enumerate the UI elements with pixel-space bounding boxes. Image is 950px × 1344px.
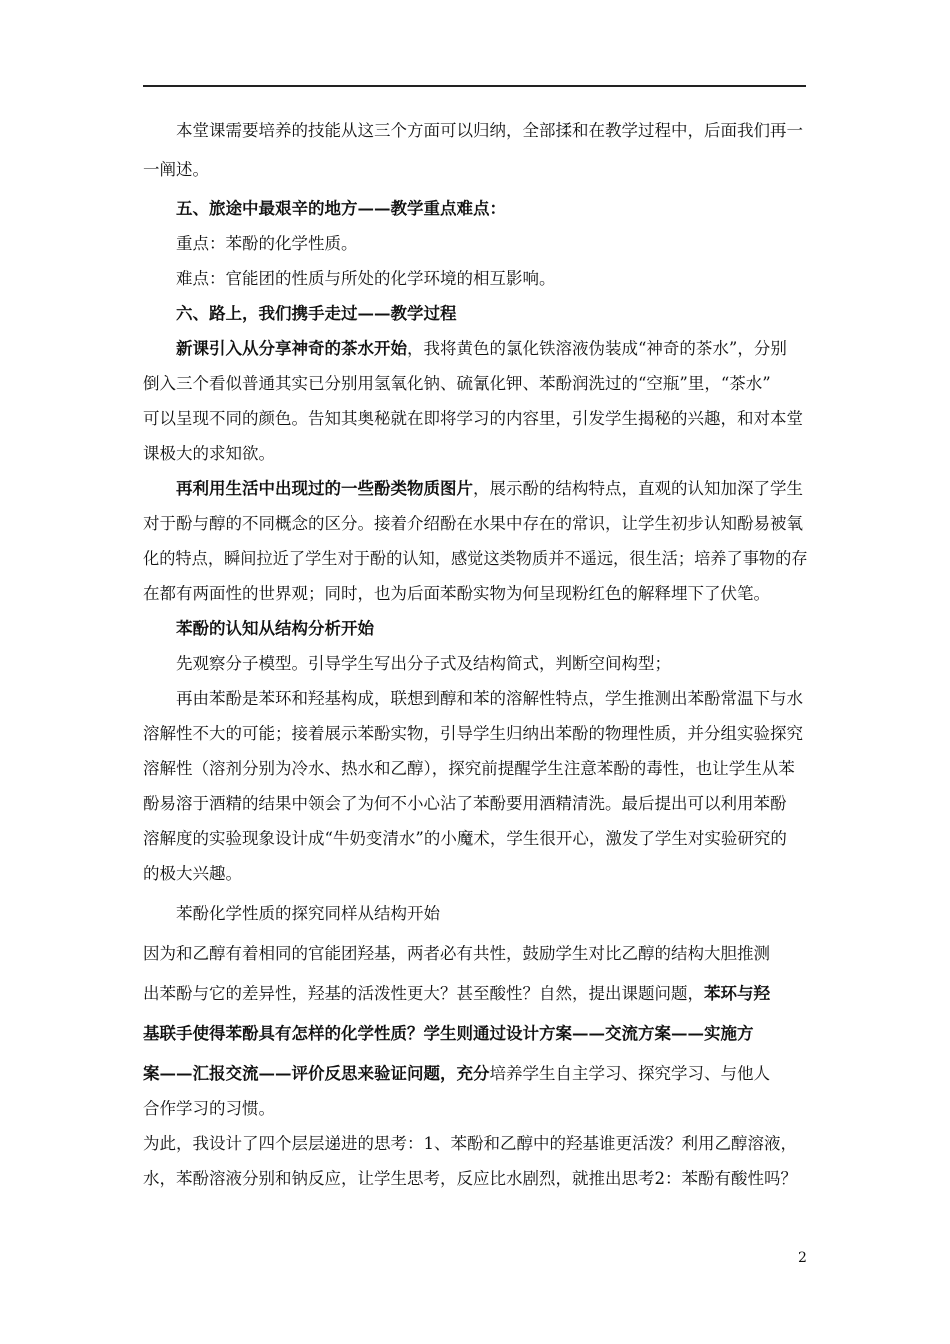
body-text: ，展示酚的结构特点，直观的认知加深了学生 <box>473 479 803 498</box>
body-text: 可以呈现不同的颜色。告知其奥秘就在即将学习的内容里，引发学生揭秘的兴趣，和对本堂 <box>143 409 803 428</box>
body-text: 重点：苯酚的化学性质。 <box>176 234 358 253</box>
text-line <box>176 269 556 289</box>
text-line <box>143 160 209 180</box>
text-line <box>143 984 770 1004</box>
text-line <box>143 1099 275 1119</box>
body-text: 再由苯酚是苯环和羟基构成，联想到醇和苯的溶解性特点，学生推测出苯酚常温下与水 <box>176 689 803 708</box>
text-line <box>143 374 771 394</box>
bold-text: 五、旅途中最艰辛的地方——教学重点难点： <box>176 199 506 218</box>
body-text: 溶解性不大的可能；接着展示苯酚实物，引导学生归纳出苯酚的物理性质，并分组实验探究 <box>143 724 803 743</box>
text-line <box>176 904 440 924</box>
text-line <box>176 689 803 709</box>
body-text: 水，苯酚溶液分别和钠反应，让学生思考，反应比水剧烈，就推出思考2：苯酚有酸性吗？ <box>143 1169 797 1188</box>
bold-text: 案——汇报交流——评价反思来验证问题，充分 <box>143 1064 490 1083</box>
body-text: 倒入三个看似普通其实已分别用氢氧化钠、硫氰化钾、苯酚润洗过的“空瓶”里，“茶水” <box>143 374 771 393</box>
text-line <box>143 944 770 964</box>
body-text: 课极大的求知欲。 <box>143 444 275 463</box>
bold-text: 六、路上，我们携手走过——教学过程 <box>176 304 457 323</box>
text-line <box>143 584 770 604</box>
bold-text: 基联手使得苯酚具有怎样的化学性质？学生则通过设计方案——交流方案——实施方 <box>143 1024 754 1043</box>
body-text: 难点：官能团的性质与所处的化学环境的相互影响。 <box>176 269 556 288</box>
text-line <box>143 549 808 569</box>
text-line <box>143 829 787 849</box>
body-text: 本堂课需要培养的技能从这三个方面可以归纳，全部揉和在教学过程中，后面我们再一 <box>176 121 803 140</box>
body-text: 酚易溶于酒精的结果中领会了为何不小心沾了苯酚要用酒精清洗。最后提出可以利用苯酚 <box>143 794 787 813</box>
text-line <box>176 654 671 674</box>
body-text: 合作学习的习惯。 <box>143 1099 275 1118</box>
text-line <box>143 1169 797 1189</box>
text-line <box>143 409 803 429</box>
text-line <box>176 619 374 639</box>
body-text: 化的特点，瞬间拉近了学生对于酚的认知，感觉这类物质并不遥远，很生活；培养了事物的存 <box>143 549 808 568</box>
text-line <box>143 1134 797 1154</box>
text-line <box>176 234 358 254</box>
text-line <box>143 759 795 779</box>
page-number: 2 <box>798 1250 807 1266</box>
text-line <box>143 1064 770 1084</box>
body-text: 因为和乙醇有着相同的官能团羟基，两者必有共性，鼓励学生对比乙醇的结构大胆推测 <box>143 944 770 963</box>
body-text: 出苯酚与它的差异性，羟基的活泼性更大？甚至酸性？自然，提出课题问题， <box>143 984 704 1003</box>
body-text: ，我将黄色的氯化铁溶液伪装成“神奇的茶水”，分别 <box>407 339 787 358</box>
body-text: 的极大兴趣。 <box>143 864 242 883</box>
body-text: 一阐述。 <box>143 160 209 179</box>
bold-text: 新课引入从分享神奇的茶水开始 <box>176 339 407 358</box>
header-rule <box>143 85 806 87</box>
text-line <box>143 864 242 884</box>
text-line <box>143 514 803 534</box>
text-line <box>143 794 787 814</box>
text-line <box>143 724 803 744</box>
body-text: 对于酚与醇的不同概念的区分。接着介绍酚在水果中存在的常识，让学生初步认知酚易被氧 <box>143 514 803 533</box>
body-text: 在都有两面性的世界观；同时，也为后面苯酚实物为何呈现粉红色的解释埋下了伏笔。 <box>143 584 770 603</box>
text-line <box>176 199 506 219</box>
bold-text: 再利用生活中出现过的一些酚类物质图片 <box>176 479 473 498</box>
body-text: 培养学生自主学习、探究学习、与他人 <box>489 1064 770 1083</box>
text-line <box>143 444 275 464</box>
text-line <box>143 1024 754 1044</box>
text-line <box>176 121 803 141</box>
body-text: 苯酚化学性质的探究同样从结构开始 <box>176 904 440 923</box>
body-text: 溶解性（溶剂分别为冷水、热水和乙醇），探究前提醒学生注意苯酚的毒性，也让学生从苯 <box>143 759 795 778</box>
text-line <box>176 339 787 359</box>
body-text: 先观察分子模型。引导学生写出分子式及结构简式，判断空间构型； <box>176 654 671 673</box>
bold-text: 苯环与羟 <box>704 984 770 1003</box>
body-text: 溶解度的实验现象设计成“牛奶变清水”的小魔术，学生很开心，激发了学生对实验研究的 <box>143 829 787 848</box>
text-line <box>176 304 457 324</box>
text-line <box>176 479 803 499</box>
bold-text: 苯酚的认知从结构分析开始 <box>176 619 374 638</box>
body-text: 为此，我设计了四个层层递进的思考：1、苯酚和乙醇中的羟基谁更活泼？利用乙醇溶液， <box>143 1134 797 1153</box>
